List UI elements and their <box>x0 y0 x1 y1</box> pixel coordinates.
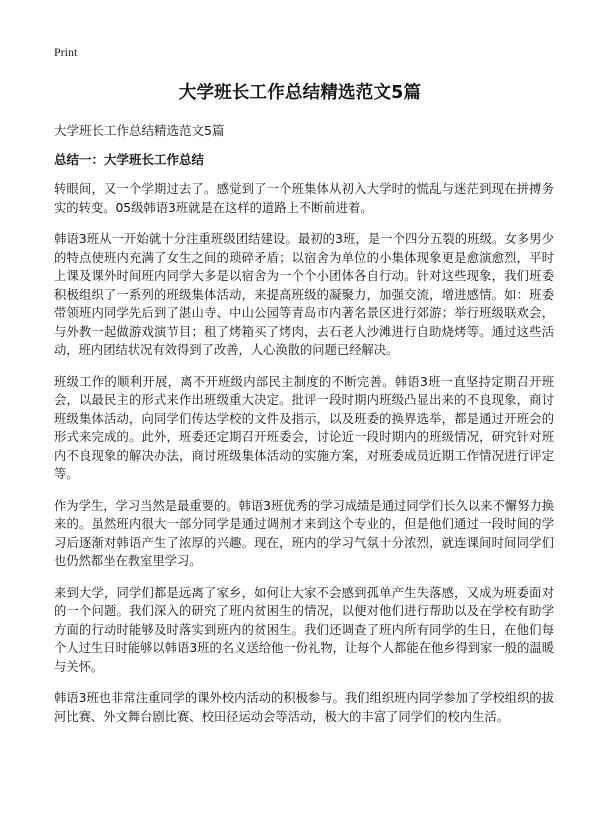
paragraph: 韩语3班从一开始就十分注重班级团结建设。最初的3班，是一个四分五裂的班级。女多男少的特点使班内充满了女生之间的琐碎矛盾；以宿舍为单位的小集体现象更是愈演愈烈，平时上课及课外时间班内同学大多是以宿舍为一个个小团体各自行动。针对这些现象，我们班委积极组织了一系列的班级集体活动，来提高班级的凝聚力，加强交流，增进感情。如：班委带领班内同学先后到了湛山寺、中山公园等青岛市内著名景区进行郊游；举行班级联欢会，与外教一起做游戏演节目；租了烤箱买了烤肉，去石老人沙滩进行自助烧烤等。通过这些活动，班内团结状况有效得到了改善，人心涣散的问题已经解决。 <box>54 232 554 357</box>
document-body <box>54 180 554 739</box>
paragraph: 班级工作的顺利开展，离不开班级内部民主制度的不断完善。韩语3班一直坚持定期召开班会，以最民主的形式来作出班级重大决定。批评一段时期内班级凸显出来的不良现象，商讨班级集体活动，向同学们传达学校的文件及指示，以及班委的换界选举，都是通过开班会的形式来完成的。此外，班委还定期召开班委会，讨论近一段时期内的班级情况，研究针对班内不良现象的解决办法，商讨班级集体活动的实施方案，对班委成员近期工作情况进行评定等。 <box>54 374 554 481</box>
print-link[interactable]: Print <box>54 45 78 59</box>
section-heading: 总结一：大学班长工作总结 <box>54 152 205 167</box>
document-subtitle: 大学班长工作总结精选范文5篇 <box>54 123 225 138</box>
paragraph: 韩语3班也非常注重同学的课外校内活动的积极参与。我们组织班内同学参加了学校组织的拔河比赛、外文舞台剧比赛、校田径运动会等活动，极大的丰富了同学们的校内生活。 <box>54 691 554 724</box>
paragraph: 作为学生，学习当然是最重要的。韩语3班优秀的学习成绩是通过同学们长久以来不懈努力换来的。虽然班内很大一部分同学是通过调剂才来到这个专业的，但是他们通过一段时间的学习后逐渐对韩语产生了浓厚的兴趣。现在，班内的学习气氛十分浓烈，就连课间时间同学们也仍然都坐在教室里学习。 <box>54 498 554 568</box>
paragraph: 转眼间，又一个学期过去了。感觉到了一个班集体从初入大学时的慌乱与迷茫到现在拼搏务实的转变。05级韩语3班就是在这样的道路上不断前进着。 <box>54 182 554 215</box>
document-title: 大学班长工作总结精选范文5篇 <box>178 83 422 103</box>
paragraph: 来到大学，同学们都是远离了家乡，如何让大家不会感到孤单产生失落感，又成为班委面对的一个问题。我们深入的研究了班内贫困生的情况，以便对他们进行帮助以及在学校有助学方面的行动时能够及时落实到班内的贫困生。我们还调查了班内所有同学的生日，在他们每个人过生日时能够以韩语3班的名义送给他一份礼物，让每个人都能在他乡得到家一般的温暖与关怀。 <box>54 585 554 674</box>
